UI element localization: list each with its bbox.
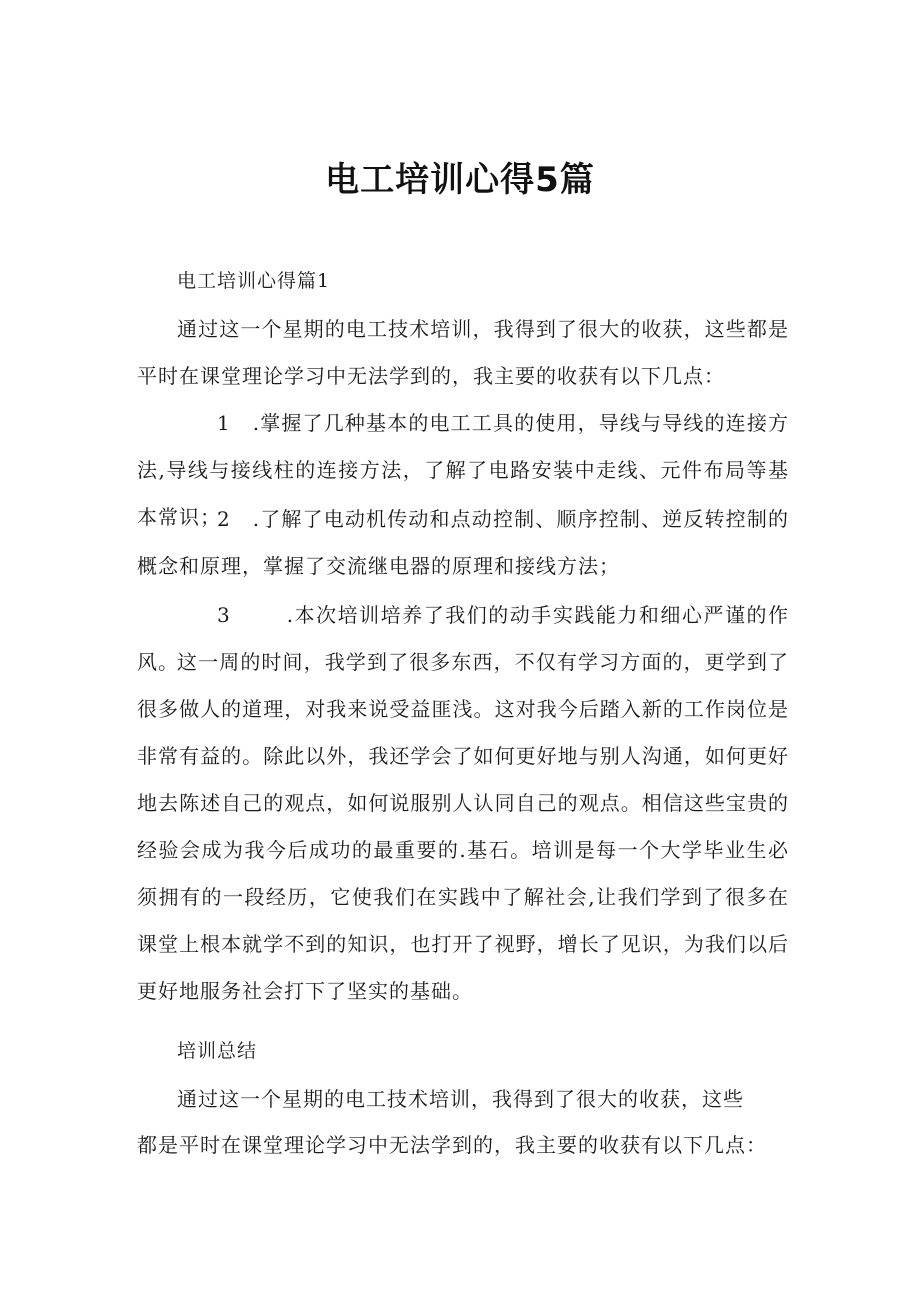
document-title: 电工培训心得5篇 bbox=[325, 160, 595, 200]
summary-line-2: 都是平时在课堂理论学习中无法学到的，我主要的收获有以下几点： bbox=[137, 1133, 767, 1157]
list-item-2 bbox=[137, 496, 789, 590]
section-heading-2: 培训总结 bbox=[177, 1040, 258, 1062]
body-paragraph: 这一周的时间，我学到了很多东西，不仅有学习方面的，更学到了很多做人的道理，对我来说受益匪浅。这对我今后踏入新的工作岗位是非常有益的。除此以外，我还学会了如何更好地与别人沟通，如何更好地去陈述自己的观点，如何说服别人认同自己的观点。相信这些宝贵的经验会成为我今后成功的最重要的.基石。培训是每一个大学毕业生必须拥有的一段经历，它使我们在实践中了解社会,让我们学到了很多在课堂上根本就学不到的知识，也打开了视野，增长了见识，为我们以后更好地服务社会打下了坚实的基础。 bbox=[137, 650, 789, 1003]
intro-paragraph: 通过这一个星期的电工技术培训，我得到了很大的收获，这些都是平时在课堂理论学习中无法学到的，我主要的收获有以下几点： bbox=[137, 317, 789, 388]
list-text-3: .本次培训培养了我们的动手实践能力和细心严谨的作风。 bbox=[137, 603, 789, 674]
summary-line-1: 通过这一个星期的电工技术培训，我得到了很大的收获，这些 bbox=[177, 1087, 744, 1111]
list-number-3: 3 bbox=[217, 603, 231, 627]
list-number-1: 1 bbox=[217, 411, 231, 435]
list-text-2: .了解了电动机传动和点动控制、顺序控制、逆反转控制的概念和原理，掌握了交流继电器的原理和接线方法； bbox=[137, 507, 789, 578]
section-heading-1: 电工培训心得篇1 bbox=[177, 270, 331, 292]
list-number-2: 2 bbox=[217, 507, 231, 531]
list-text-1: .掌握了几种基本的电工工具的使用，导线与导线的连接方法,导线与接线柱的连接方法，了解了电路安装中走线、元件布局等基本常识； bbox=[137, 411, 789, 529]
